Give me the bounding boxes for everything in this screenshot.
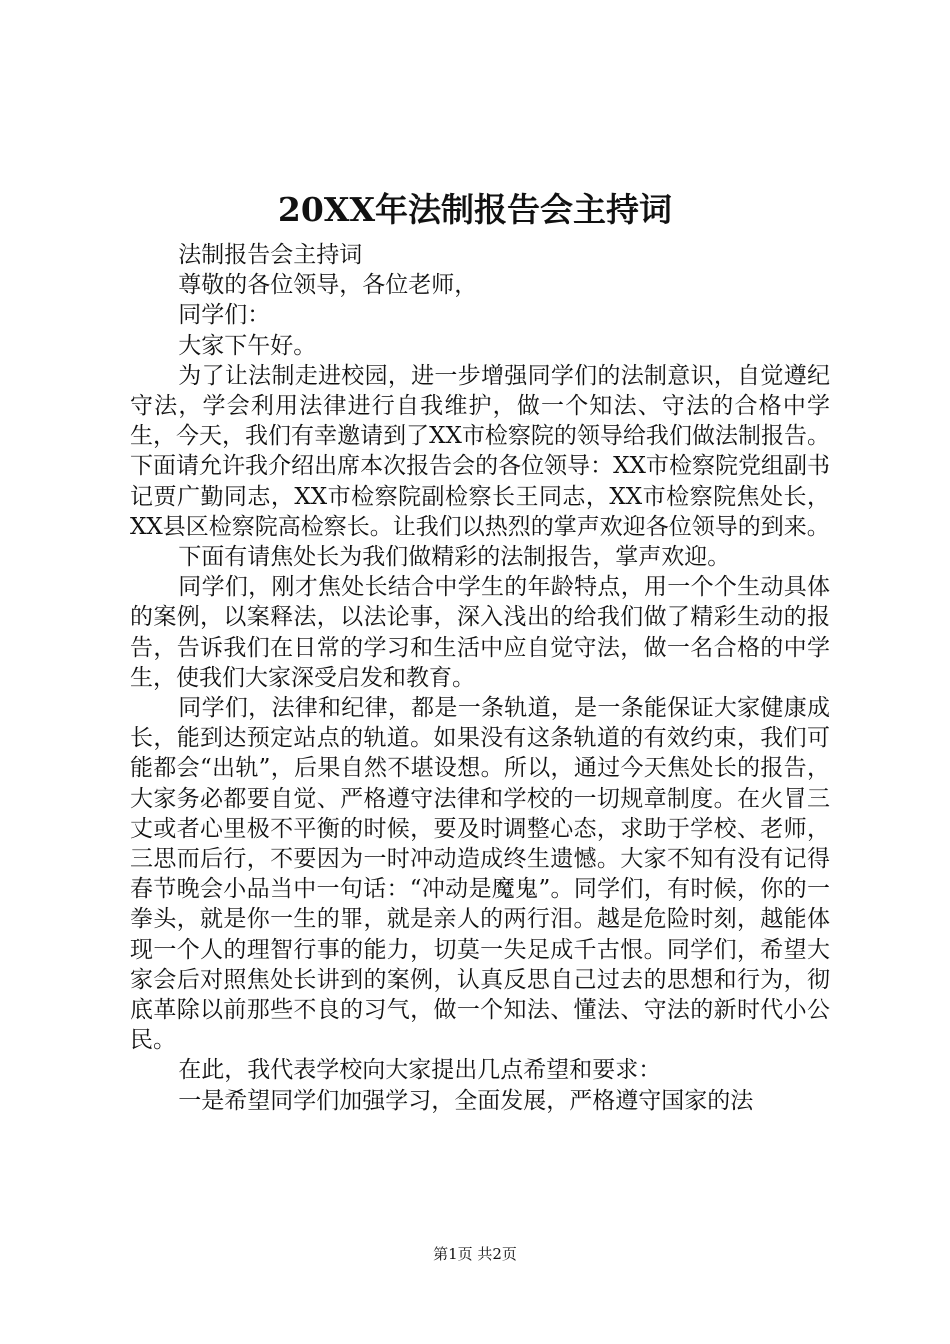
paragraph-summary: 同学们，刚才焦处长结合中学生的年龄特点，用一个个生动具体的案例，以案释法，以法论事，深入浅出的给我们做了精彩生动的报告，告诉我们在日常的学习和生活中应自觉守法，做一名合格的中学生，使我们大家深受启发和教育。	[130, 574, 830, 691]
paragraph-heading: 法制报告会主持词	[178, 242, 363, 268]
page-number-footer: 第1页 共2页	[433, 1245, 517, 1263]
paragraph-introduction: 为了让法制走进校园，进一步增强同学们的法制意识，自觉遵纪守法，学会利用法律进行自我维护，做一个知法、守法的合格中学生，今天，我们有幸邀请到了XX市检察院的领导给我们做法制报告。下面请允许我介绍出席本次报告会的各位领导：XX市检察院党组副书记贾广勤同志，XX市检察院副检察长王同志，XX市检察院焦处长，XX县区检察院高检察长。让我们以热烈的掌声欢迎各位领导的到来。	[130, 362, 830, 540]
paragraph-requirement-one: 一是希望同学们加强学习，全面发展，严格遵守国家的法	[178, 1087, 754, 1114]
paragraph-salutation: 尊敬的各位领导，各位老师，	[178, 272, 478, 299]
paragraph-law-discipline: 同学们，法律和纪律，都是一条轨道，是一条能保证大家健康成长，能到达预定站点的轨道。如果没有这条轨道的有效约束，我们可能都会“出轨”，后果自然不堪设想。所以，通过今天焦处长的报告，大家务必都要自觉、严格遵守法律和学校的一切规章制度。在火冒三丈或者心里极不平衡的时候，要及时调整心态，求助于学校、老师，三思而后行，不要因为一时冲动造成终生遗憾。大家不知有没有记得春节晚会小品当中一句话：“冲动是魔鬼”。同学们，有时候，你的一拳头，就是你一生的罪，就是亲人的两行泪。越是危险时刻，越能体现一个人的理智行事的能力，切莫一失足成千古恨。同学们，希望大家会后对照焦处长讲到的案例，认真反思自己过去的思想和行为，彻底革除以前那些不良的习气，做一个知法、懂法、守法的新时代小公民。	[130, 695, 830, 1054]
document-body	[130, 240, 830, 1116]
document-title: 20XX年法制报告会主持词	[277, 190, 673, 229]
paragraph-greeting: 大家下午好。	[178, 332, 317, 359]
paragraph-invitation: 下面有请焦处长为我们做精彩的法制报告，掌声欢迎。	[178, 544, 731, 571]
paragraph-salutation-students: 同学们：	[178, 302, 271, 329]
paragraph-requirements-intro: 在此，我代表学校向大家提出几点希望和要求：	[178, 1057, 662, 1084]
